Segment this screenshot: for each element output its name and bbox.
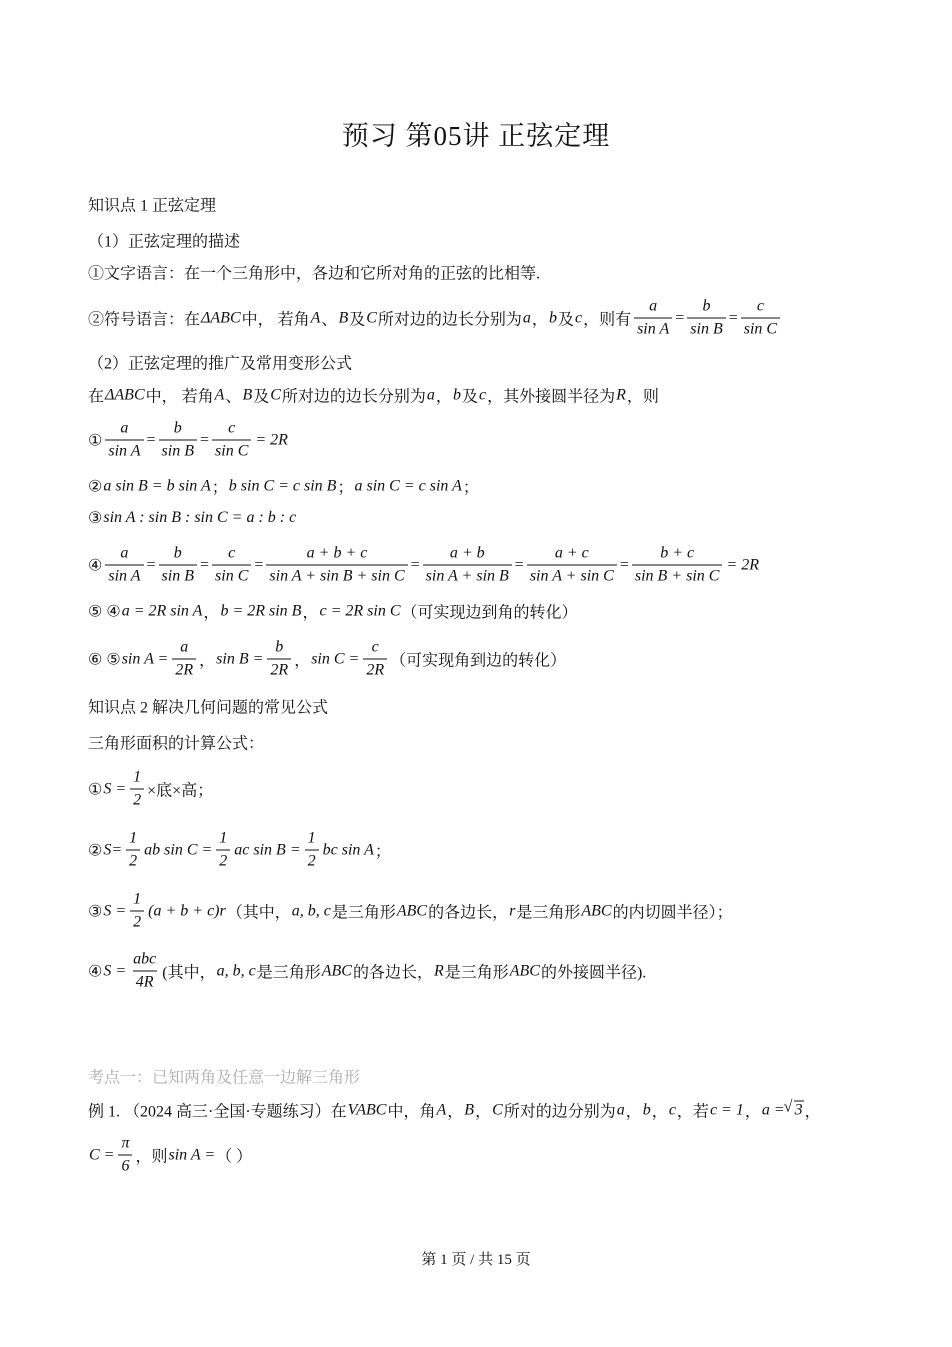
text-run: ， <box>744 1103 761 1121</box>
text-line <box>88 600 578 623</box>
fraction-denominator: sin A <box>634 318 672 339</box>
fraction-numerator: b <box>275 638 284 656</box>
text-run: = <box>514 556 524 573</box>
text-line <box>88 475 479 498</box>
fraction-numerator: c <box>371 638 379 656</box>
math-expression: bc sin A <box>322 841 374 858</box>
math-expression: R <box>433 962 444 979</box>
text-run: 在 <box>88 388 105 406</box>
text-run: 及 <box>557 311 574 329</box>
text-run: ； <box>374 843 391 861</box>
text-run: ② <box>88 478 103 495</box>
math-expression: a, b, c <box>291 902 331 919</box>
fraction <box>172 639 196 680</box>
text-run: = <box>410 556 420 573</box>
fraction-numerator: b <box>173 419 182 437</box>
math-expression: R <box>616 386 626 403</box>
math-expression: b <box>452 386 461 403</box>
text-run: ，则有 <box>583 311 632 329</box>
text-line <box>88 420 289 461</box>
math-expression: S = <box>103 962 127 979</box>
text-run: = <box>146 431 156 448</box>
fraction-denominator: 2 <box>216 850 230 871</box>
fraction <box>267 639 291 680</box>
math-expression: A <box>214 386 225 403</box>
fraction-numerator: a <box>649 297 658 315</box>
text-line <box>88 695 328 718</box>
math-expression: ABC <box>321 962 352 979</box>
text-run: ， <box>199 652 216 670</box>
text-run: = <box>728 309 738 326</box>
text-run: ，则 <box>626 388 659 406</box>
math-expression: sin A : sin B : sin C = a : b : c <box>103 509 297 526</box>
math-expression: b <box>548 309 557 326</box>
math-expression: a <box>522 309 531 326</box>
text-run: 、 <box>321 311 338 329</box>
fraction <box>212 420 251 461</box>
text-run: ③ <box>88 903 103 920</box>
text-run: ① <box>88 781 103 798</box>
text-run: = <box>254 556 264 573</box>
math-expression: sin C = <box>311 650 360 667</box>
text-run: 所对的边分别为 <box>503 1103 616 1121</box>
fraction-denominator: 2R <box>363 659 387 680</box>
math-expression: a = <box>761 1101 785 1118</box>
math-expression: b = 2R sin B <box>220 602 302 619</box>
text-run: ×底×高； <box>147 782 214 800</box>
math-expression: a <box>616 1101 625 1118</box>
text-run: 及 <box>461 388 478 406</box>
text-run: = <box>199 431 210 448</box>
fraction-numerator: c <box>228 419 236 437</box>
fraction <box>423 545 512 586</box>
fraction-numerator: b <box>702 297 711 315</box>
text-run: 知识点 1 正弦定理 <box>88 197 217 215</box>
math-expression: = 2R <box>726 556 760 573</box>
fraction <box>130 891 144 932</box>
fraction <box>130 769 144 810</box>
text-run: 中， 若角 <box>241 311 310 329</box>
math-expression: sin A = <box>168 1146 216 1163</box>
fraction-numerator: a <box>120 419 129 437</box>
fraction-numerator: a + c <box>554 544 589 562</box>
text-run: ，则 <box>135 1148 168 1166</box>
fraction-denominator: sin A + sin B <box>423 565 512 586</box>
fraction-denominator: 2 <box>126 850 140 871</box>
math-expression: sin B = <box>216 650 264 667</box>
text-run: 所对边的边长分别为 <box>281 388 426 406</box>
text-line <box>88 951 646 992</box>
text-run: ②符号语言：在 <box>88 311 201 329</box>
math-expression: C <box>492 1101 503 1118</box>
math-expression: A <box>310 309 321 326</box>
math-expression: S = <box>103 780 127 797</box>
fraction-denominator: 2 <box>130 911 144 932</box>
text-run: 是三角形 <box>331 904 396 922</box>
math-expression: r <box>509 902 516 919</box>
text-line <box>88 830 391 871</box>
math-expression: c <box>668 1101 676 1118</box>
fraction <box>118 1135 132 1176</box>
math-expression: a, b, c <box>216 962 256 979</box>
text-run: ， <box>447 1103 464 1121</box>
math-expression: B <box>338 309 349 326</box>
fraction-numerator: b <box>173 544 182 562</box>
text-run: ③ <box>88 510 103 527</box>
fraction-denominator: 2 <box>130 789 144 810</box>
text-run: ⑤ ④ <box>88 603 121 620</box>
fraction <box>634 298 672 339</box>
text-run: ④ <box>88 963 103 980</box>
fraction <box>632 545 723 586</box>
math-expression: (a + b + c)r <box>148 902 226 919</box>
text-run: ⑥ ⑤ <box>88 651 121 668</box>
text-line <box>88 1099 821 1122</box>
text-run: ， <box>651 1103 668 1121</box>
page-title: 预习 第05讲 正弦定理 <box>341 121 611 151</box>
fraction-denominator: 2R <box>172 659 196 680</box>
section-label: 考点一：已知两角及任意一边解三角形 <box>88 1069 361 1087</box>
math-expression: a = 2R sin A <box>121 602 203 619</box>
math-expression: C = <box>89 1146 115 1163</box>
fraction-denominator: 4R <box>133 971 157 992</box>
square-root: √ 3 <box>794 1101 804 1120</box>
text-run: 中，角 <box>387 1103 436 1121</box>
math-expression: a sin B = b sin A <box>103 477 211 494</box>
text-run: 及 <box>349 311 366 329</box>
text-line <box>88 508 297 528</box>
text-run: 的各边长， <box>352 964 433 982</box>
math-expression: a sin C = c sin A <box>354 477 462 494</box>
text-line <box>88 545 760 586</box>
text-line <box>88 639 566 680</box>
math-expression: ABC <box>396 902 428 919</box>
text-line <box>88 384 659 407</box>
text-run: 及 <box>253 388 270 406</box>
text-line <box>88 891 733 932</box>
fraction <box>126 830 140 871</box>
fraction-denominator: sin A <box>105 440 143 461</box>
fraction-denominator: sin A + sin C <box>527 565 617 586</box>
text-run: = <box>619 556 629 573</box>
math-expression: C <box>366 309 377 326</box>
math-expression: c = 2R sin C <box>319 602 401 619</box>
text-run: = <box>199 556 210 573</box>
text-run: ； <box>337 479 354 497</box>
fraction <box>216 830 230 871</box>
text-line <box>88 1135 252 1176</box>
fraction-numerator: a + b + c <box>306 544 368 562</box>
text-run: ① <box>88 432 103 449</box>
text-line <box>88 193 216 216</box>
fraction <box>266 545 407 586</box>
fraction <box>159 420 197 461</box>
math-expression: sin A = <box>121 650 169 667</box>
fraction-numerator: c <box>228 544 236 562</box>
fraction <box>741 298 780 339</box>
text-line <box>88 298 783 339</box>
math-expression: ABC <box>581 902 612 919</box>
math-expression: A <box>436 1101 447 1118</box>
text-run: 例 1. （2024 高三·全国·专题练习）在 <box>88 1103 347 1121</box>
fraction <box>687 298 725 339</box>
text-line <box>88 351 352 374</box>
text-run: ， <box>475 1103 492 1121</box>
math-expression: C <box>270 386 281 403</box>
fraction-denominator: sin B <box>159 440 197 461</box>
math-expression: B <box>464 1101 475 1118</box>
math-expression: b sin C = c sin B <box>228 477 337 494</box>
text-run: 的各边长， <box>428 904 509 922</box>
text-run: 是三角形 <box>444 964 509 982</box>
text-run: = <box>675 309 685 326</box>
text-run: ， <box>804 1103 821 1121</box>
text-run: （可实现边到角的转化） <box>401 604 578 622</box>
text-run: ④ <box>88 557 103 574</box>
fraction-denominator: sin C <box>741 318 780 339</box>
text-run: ， <box>302 604 319 622</box>
math-expression: = 2R <box>255 431 288 448</box>
fraction-denominator: sin B <box>159 565 197 586</box>
fraction-numerator: 1 <box>133 768 142 786</box>
text-run: ； <box>462 479 479 497</box>
fraction-numerator: π <box>121 1134 130 1152</box>
fraction-denominator: 2R <box>267 659 291 680</box>
fraction <box>130 951 159 992</box>
text-run: ，其外接圆半径为 <box>487 388 616 406</box>
text-line <box>88 261 540 284</box>
fraction <box>212 545 251 586</box>
text-run: ， <box>203 604 220 622</box>
text-line <box>88 1065 360 1088</box>
text-line <box>88 229 240 252</box>
math-expression: VABC <box>347 1101 387 1118</box>
text-line <box>88 731 264 754</box>
fraction-numerator: a + b <box>449 544 485 562</box>
text-run: 中， 若角 <box>145 388 214 406</box>
text-run: 是三角形 <box>516 904 581 922</box>
math-expression: ΔABC <box>105 386 145 403</box>
text-run: （2）正弦定理的推广及常用变形公式 <box>88 355 353 373</box>
fraction-numerator: 1 <box>307 829 316 847</box>
text-run: ② <box>88 842 103 859</box>
fraction <box>527 545 617 586</box>
text-run: （可实现角到边的转化） <box>390 652 567 670</box>
text-run: ，若 <box>676 1103 709 1121</box>
math-expression: a <box>426 386 435 403</box>
math-expression: c <box>574 309 583 326</box>
fraction-numerator: 1 <box>133 890 142 908</box>
text-run: (其中， <box>162 964 216 982</box>
page-footer: 第 1 页 / 共 15 页 <box>421 1252 531 1268</box>
fraction-denominator: sin A <box>105 565 143 586</box>
fraction-numerator: c <box>756 297 764 315</box>
math-expression: S= <box>103 841 123 858</box>
text-run: = <box>146 556 156 573</box>
fraction-denominator: sin C <box>212 565 251 586</box>
text-run: ， <box>625 1103 642 1121</box>
text-run: （ ） <box>216 1148 253 1166</box>
text-run: 是三角形 <box>256 964 321 982</box>
fraction-numerator: a <box>120 544 129 562</box>
text-run: （其中， <box>226 904 291 922</box>
text-run: ， <box>294 652 311 670</box>
math-expression: S = <box>103 902 127 919</box>
text-run: ， <box>435 388 452 406</box>
math-expression: c <box>478 386 487 403</box>
text-run: 所对边的边长分别为 <box>377 311 522 329</box>
text-run: 三角形面积的计算公式： <box>88 735 265 753</box>
math-expression: B <box>242 386 253 403</box>
math-expression: ΔABC <box>201 309 241 326</box>
fraction-numerator: a <box>180 638 189 656</box>
text-run: ； <box>211 479 228 497</box>
text-run: ①文字语言：在一个三角形中，各边和它所对角的正弦的比相等. <box>88 265 541 283</box>
fraction <box>105 545 143 586</box>
fraction-numerator: abc <box>133 950 157 968</box>
fraction-denominator: 6 <box>118 1155 132 1176</box>
math-expression: c = 1 <box>709 1101 744 1118</box>
math-expression: ab sin C = <box>144 841 213 858</box>
text-run: 的外接圆半径). <box>540 964 647 982</box>
text-run: 知识点 2 解决几何问题的常见公式 <box>88 699 329 717</box>
fraction-denominator: sin B <box>687 318 725 339</box>
math-expression: b <box>642 1101 651 1118</box>
fraction <box>105 420 143 461</box>
fraction <box>305 830 319 871</box>
fraction-denominator: sin B + sin C <box>632 565 723 586</box>
text-run: 的内切圆半径）； <box>612 904 733 922</box>
fraction-denominator: sin A + sin B + sin C <box>266 565 407 586</box>
fraction <box>159 545 197 586</box>
text-run: （1）正弦定理的描述 <box>88 233 241 251</box>
fraction <box>363 639 387 680</box>
fraction-numerator: 1 <box>219 829 228 847</box>
math-expression: ac sin B = <box>234 841 301 858</box>
fraction-denominator: sin C <box>212 440 251 461</box>
math-expression: ABC <box>509 962 540 979</box>
fraction-denominator: 2 <box>305 850 319 871</box>
text-run: ， <box>531 311 548 329</box>
fraction-numerator: b + c <box>660 544 695 562</box>
fraction-numerator: 1 <box>129 829 138 847</box>
text-run: 、 <box>225 388 242 406</box>
text-line <box>88 769 213 810</box>
